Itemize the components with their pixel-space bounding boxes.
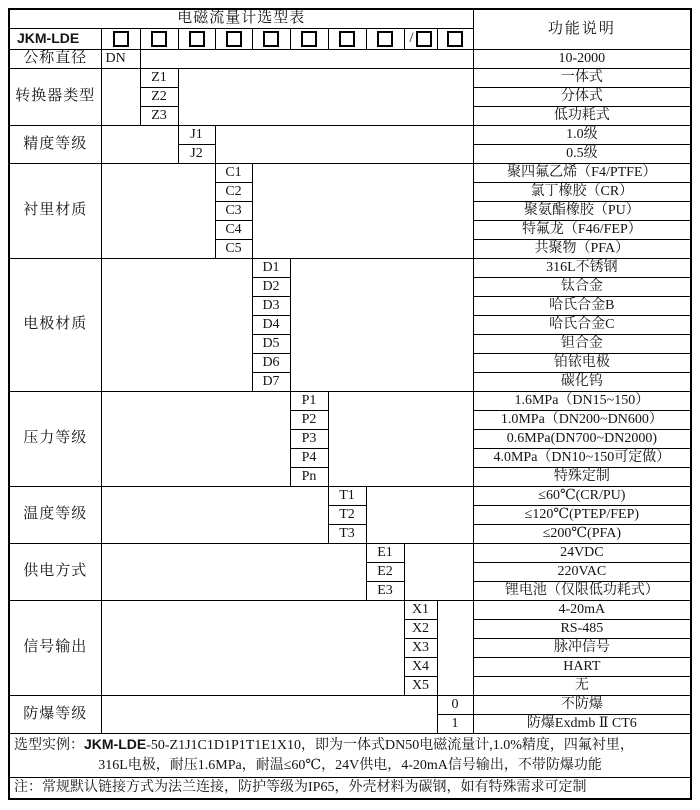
desc-cell: 钛合金 [473, 277, 691, 296]
spacer-cell [101, 163, 215, 258]
desc-cell: 特殊定制 [473, 467, 691, 486]
desc-cell: 特氟龙（F46/FEP） [473, 220, 691, 239]
code-cell: D6 [252, 353, 290, 372]
desc-cell: 无 [473, 676, 691, 695]
desc-cell: ≤60℃(CR/PU) [473, 486, 691, 505]
code-cell: T2 [328, 505, 366, 524]
code-cell: T1 [328, 486, 366, 505]
code-checkbox-cell-1 [101, 28, 140, 49]
desc-cell: 316L不锈钢 [473, 258, 691, 277]
code-checkbox-cell-8 [366, 28, 404, 49]
code-cell: C2 [215, 182, 252, 201]
desc-cell: ≤200℃(PFA) [473, 524, 691, 543]
selection-table [8, 8, 692, 800]
section-label-converter: 转换器类型 [9, 68, 101, 125]
desc-cell: 低功耗式 [473, 106, 691, 125]
checkbox-icon [189, 31, 205, 47]
desc-cell: 哈氏合金C [473, 315, 691, 334]
checkbox-icon [113, 31, 129, 47]
code-cell: D3 [252, 296, 290, 315]
section-label-signal: 信号输出 [9, 600, 101, 695]
code-checkbox-cell-10 [437, 28, 473, 49]
code-cell: D7 [252, 372, 290, 391]
slash-separator: / [409, 30, 414, 47]
checkbox-icon [301, 31, 317, 47]
selection-example-line2: 316L电极，耐压1.6MPa，耐温≤60℃，24V供电，4-20mA信号输出，不带防爆功能 [98, 758, 602, 773]
code-cell: Z1 [140, 68, 178, 87]
section-label-temperature: 温度等级 [9, 486, 101, 543]
desc-cell: 4-20mA [473, 600, 691, 619]
code-cell: C5 [215, 239, 252, 258]
code-cell: D4 [252, 315, 290, 334]
code-cell: X5 [404, 676, 437, 695]
code-cell: P4 [290, 448, 328, 467]
function-desc-header: 功能说明 [473, 9, 691, 49]
spacer-cell [178, 68, 473, 125]
code-checkbox-cell-4 [215, 28, 252, 49]
desc-cell: 0.5级 [473, 144, 691, 163]
desc-cell: 1.0MPa（DN200~DN600） [473, 410, 691, 429]
code-cell: DN [101, 49, 140, 68]
desc-cell: 一体式 [473, 68, 691, 87]
desc-cell: 不防爆 [473, 695, 691, 714]
spacer-cell [328, 391, 473, 486]
checkbox-icon [377, 31, 393, 47]
spacer-cell [437, 600, 473, 695]
spacer-cell [101, 600, 404, 695]
code-cell: P3 [290, 429, 328, 448]
spacer-cell [290, 258, 473, 391]
desc-cell: 哈氏合金B [473, 296, 691, 315]
code-cell: 0 [437, 695, 473, 714]
spacer-cell [101, 695, 437, 733]
code-cell: X2 [404, 619, 437, 638]
code-cell: C3 [215, 201, 252, 220]
table-title: 电磁流量计选型表 [9, 9, 473, 28]
code-cell: Z2 [140, 87, 178, 106]
desc-cell: 聚氨酯橡胶（PU） [473, 201, 691, 220]
code-cell: D2 [252, 277, 290, 296]
desc-cell: 氯丁橡胶（CR） [473, 182, 691, 201]
desc-cell: 碳化钨 [473, 372, 691, 391]
code-cell: P2 [290, 410, 328, 429]
spacer-cell [101, 486, 328, 543]
code-checkbox-cell-2 [140, 28, 178, 49]
code-cell: T3 [328, 524, 366, 543]
desc-cell: 钽合金 [473, 334, 691, 353]
desc-cell: ≤120℃(PTEP/FEP) [473, 505, 691, 524]
checkbox-icon [226, 31, 242, 47]
desc-cell: RS-485 [473, 619, 691, 638]
checkbox-icon [263, 31, 279, 47]
spacer-cell [252, 163, 473, 258]
checkbox-icon [151, 31, 167, 47]
code-checkbox-cell-5 [252, 28, 290, 49]
desc-cell: 1.0级 [473, 125, 691, 144]
desc-cell: 分体式 [473, 87, 691, 106]
code-cell: J2 [178, 144, 215, 163]
section-label-diameter: 公称直径 [9, 49, 101, 68]
spacer-cell [101, 258, 252, 391]
desc-cell: 220VAC [473, 562, 691, 581]
selection-example [9, 733, 691, 777]
desc-cell: 4.0MPa（DN10~150可定做） [473, 448, 691, 467]
code-checkbox-cell-7 [328, 28, 366, 49]
code-cell: X3 [404, 638, 437, 657]
desc-cell: 脉冲信号 [473, 638, 691, 657]
desc-cell: 24VDC [473, 543, 691, 562]
code-cell: Pn [290, 467, 328, 486]
section-label-liner: 衬里材质 [9, 163, 101, 258]
desc-cell: 1.6MPa（DN15~150） [473, 391, 691, 410]
desc-cell: 锂电池（仅限低功耗式） [473, 581, 691, 600]
spacer-cell [366, 486, 473, 543]
model-prefix: JKM-LDE [9, 28, 101, 49]
spacer-cell [101, 543, 366, 600]
checkbox-icon [416, 31, 432, 47]
spacer-cell [215, 125, 473, 163]
section-label-explosion: 防爆等级 [9, 695, 101, 733]
code-cell: E3 [366, 581, 404, 600]
desc-cell: 防爆Exdmb Ⅱ CT6 [473, 714, 691, 733]
table-note: 注：常规默认链接方式为法兰连接，防护等级为IP65，外壳材料为碳钢，如有特殊需求可定制 [9, 777, 691, 799]
desc-cell: HART [473, 657, 691, 676]
spacer-cell [101, 391, 290, 486]
code-cell: X1 [404, 600, 437, 619]
code-cell: C1 [215, 163, 252, 182]
desc-cell: 10-2000 [473, 49, 691, 68]
section-label-power: 供电方式 [9, 543, 101, 600]
checkbox-icon [447, 31, 463, 47]
code-cell: E1 [366, 543, 404, 562]
code-checkbox-cell-6 [290, 28, 328, 49]
example-model-code: JKM-LDE [84, 736, 147, 752]
code-cell: J1 [178, 125, 215, 144]
code-checkbox-cell-9 [404, 28, 437, 49]
code-cell: D1 [252, 258, 290, 277]
code-cell: C4 [215, 220, 252, 239]
code-cell: X4 [404, 657, 437, 676]
desc-cell: 聚四氟乙烯（F4/PTFE） [473, 163, 691, 182]
spacer-cell [140, 49, 473, 68]
desc-cell: 0.6MPa(DN700~DN2000) [473, 429, 691, 448]
code-cell: 1 [437, 714, 473, 733]
spacer-cell [404, 543, 473, 600]
section-label-pressure: 压力等级 [9, 391, 101, 486]
code-cell: E2 [366, 562, 404, 581]
section-label-accuracy: 精度等级 [9, 125, 101, 163]
code-checkbox-cell-3 [178, 28, 215, 49]
selection-example-line1: 选型实例：JKM-LDE-50-Z1J1C1D1P1T1E1X10，即为一体式DN50电磁流量计,1.0%精度，四氟衬里， [14, 736, 634, 753]
code-cell: P1 [290, 391, 328, 410]
section-label-electrode: 电极材质 [9, 258, 101, 391]
checkbox-icon [339, 31, 355, 47]
desc-cell: 铂铱电极 [473, 353, 691, 372]
code-cell: D5 [252, 334, 290, 353]
spacer-cell [101, 68, 140, 125]
desc-cell: 共聚物（PFA） [473, 239, 691, 258]
spacer-cell [101, 125, 178, 163]
code-cell: Z3 [140, 106, 178, 125]
